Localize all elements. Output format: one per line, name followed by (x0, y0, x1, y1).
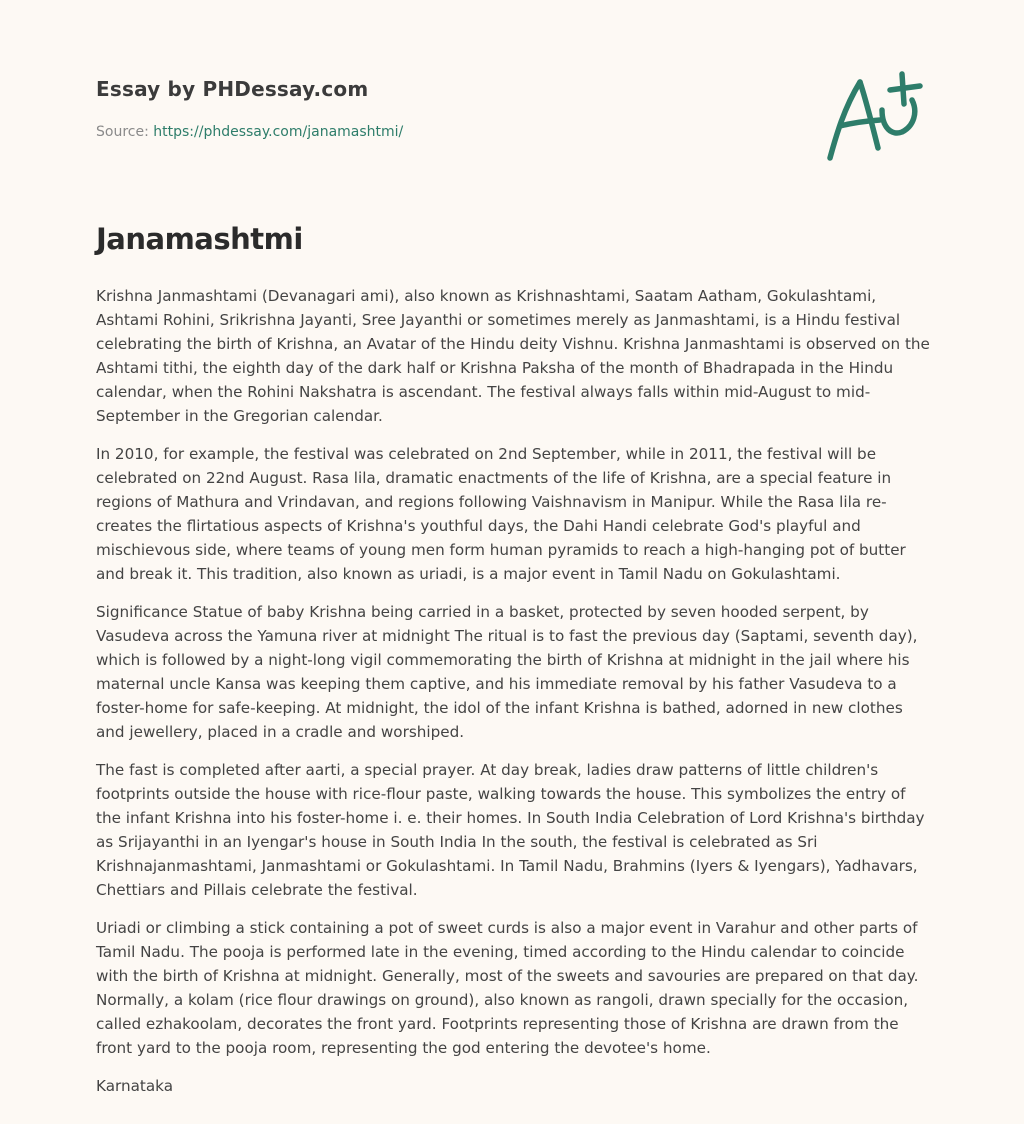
paragraph: Uriadi or climbing a stick containing a pot of sweet curds is also a major event in Varahur and other parts of Tamil Nadu. The pooja is performed late in the evening, timed according to the Hindu calendar to coincide with the birth of Krishna at midnight. Generally, most of the sweets and savouries are prepared on that day. Normally, a kolam (rice flour drawings on ground), also known as rangoli, drawn specially for the occasion, called ezhakoolam, decorates the front yard. Footprints representing those of Krishna are drawn from the front yard to the pooja room, representing the god entering the devotee's home. (96, 919, 919, 1057)
paragraph: Krishna Janmashtami (Devanagari ami), also known as Krishnashtami, Saatam Aatham, Gokulashtami, Ashtami Rohini, Srikrishna Jayanti, Sree Jayanthi or sometimes merely as Janmashtami, is a Hindu festival celebrating the birth of Krishna, an Avatar of the Hindu deity Vishnu. Krishna Janmashtami is observed on the Ashtami tithi, the eighth day of the dark half or Krishna Paksha of the month of Bhadrapada in the Hindu calendar, when the Rohini Nakshatra is ascendant. The festival always falls within mid-August to mid-September in the Gregorian calendar. (96, 287, 930, 425)
site-brand: Essay by PHDessay.com (96, 77, 369, 101)
source-link[interactable]: https://phdessay.com/janamashtmi/ (153, 124, 404, 140)
paragraph: Significance Statue of baby Krishna being carried in a basket, protected by seven hooded serpent, by Vasudeva across the Yamuna river at midnight The ritual is to fast the previous day (Saptami, seventh day), which is followed by a night-long vigil commemorating the birth of Krishna at midnight in the jail where his maternal uncle Kansa was keeping them captive, and his immediate removal by his father Vasudeva to a foster-home for safe-keeping. At midnight, the idol of the infant Krishna is bathed, adorned in new clothes and jewellery, placed in a cradle and worshiped. (96, 603, 918, 741)
a-plus-grade-icon (822, 66, 930, 166)
paragraph: In 2010, for example, the festival was celebrated on 2nd September, while in 2011, the festival will be celebrated on 22nd August. Rasa lila, dramatic enactments of the life of Krishna, are a special feature in regions of Mathura and Vrindavan, and regions following Vaishnavism in Manipur. While the Rasa lila re-creates the flirtatious aspects of Krishna's youthful days, the Dahi Handi celebrate God's playful and mischievous side, where teams of young men form human pyramids to reach a high-hanging pot of butter and break it. This tradition, also known as uriadi, is a major event in Tamil Nadu on Gokulashtami. (96, 445, 906, 583)
source-line (96, 124, 403, 140)
paragraph: Karnataka (96, 1077, 174, 1095)
paragraph: The fast is completed after aarti, a special prayer. At day break, ladies draw patterns of little children's footprints outside the house with rice-flour paste, walking towards the house. This symbolizes the entry of the infant Krishna into his foster-home i. e. their homes. In South India Celebration of Lord Krishna's birthday as Srijayanthi in an Iyengar's house in South India In the south, the festival is celebrated as Sri Krishnajanmashtami, Janmashtami or Gokulashtami. In Tamil Nadu, Brahmins (Iyers & Iyengars), Yadhavars, Chettiars and Pillais celebrate the festival. (96, 761, 925, 899)
essay-title: Janamashtmi (96, 222, 303, 256)
essay-body (96, 284, 930, 1112)
source-label: Source: (96, 124, 149, 140)
